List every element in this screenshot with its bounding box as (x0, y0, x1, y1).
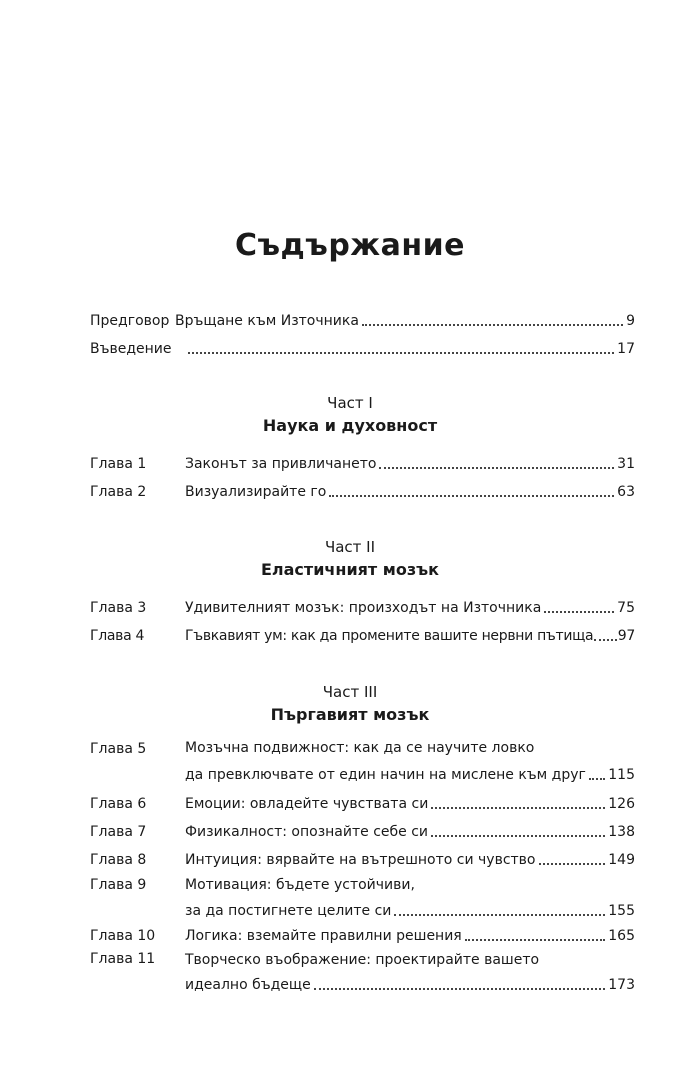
entry-page: 165 (608, 928, 635, 944)
entry-page: 63 (617, 484, 635, 500)
toc-entry-chapter (90, 847, 635, 869)
dot-leader (544, 611, 614, 613)
entry-page: 9 (626, 313, 635, 329)
entry-page: 149 (608, 852, 635, 868)
dot-leader (314, 988, 606, 990)
part-number: Част I (327, 394, 373, 412)
entry-label: Глава 11 (90, 951, 156, 967)
entry-label: Глава 3 (90, 600, 147, 616)
dot-leader (362, 324, 623, 326)
entry-title: Удивителният мозък: произходът на Източника (185, 600, 542, 616)
dot-leader (379, 467, 614, 469)
entry-title: Интуиция: вярвайте на вътрешното си чувство (185, 852, 536, 868)
entry-label: Глава 1 (90, 456, 147, 472)
dot-leader (394, 914, 605, 916)
entry-title: Емоции: овладейте чувствата си (185, 796, 429, 812)
entry-title-line1: Мозъчна подвижност: как да се научите ловко (185, 740, 535, 756)
toc-entry-chapter (90, 819, 635, 841)
entry-page: 155 (608, 903, 635, 919)
dot-leader (465, 939, 606, 941)
entry-title: за да постигнете целите си (185, 903, 392, 919)
toc-entry-introduction (90, 336, 635, 358)
entry-page: 126 (608, 796, 635, 812)
entry-title: Гъвкавият ум: как да промените вашите нервни пътища (185, 628, 594, 644)
entry-page: 173 (608, 977, 635, 993)
entry-title: да превключвате от един начин на мислене към друг (185, 767, 586, 783)
part-number: Част II (324, 538, 376, 556)
toc-entry-chapter (90, 451, 635, 473)
entry-label: Глава 2 (90, 484, 147, 500)
entry-label: Глава 10 (90, 928, 156, 944)
entry-title-line1: Творческо въображение: проектирайте вашето (185, 952, 540, 968)
entry-label: Глава 9 (90, 877, 147, 893)
toc-entry-preface (90, 308, 635, 330)
entry-page: 97 (617, 628, 635, 644)
part-title: Наука и духовност (262, 416, 438, 435)
part-title: Пъргавият мозък (270, 705, 430, 724)
entry-title: Физикалност: опознайте себе си (185, 824, 428, 840)
entry-label: Глава 4 (90, 628, 145, 644)
entry-title: идеално бъдеще (185, 977, 311, 993)
dot-leader (188, 352, 614, 354)
entry-label: Глава 8 (90, 852, 147, 868)
entry-label: Въведение (90, 341, 172, 357)
dot-leader (589, 778, 605, 780)
toc-entry-chapter (90, 623, 635, 645)
entry-page: 138 (608, 824, 635, 840)
entry-label: Глава 5 (90, 741, 147, 757)
entry-title: Връщане към Източника (175, 313, 359, 329)
toc-entry-chapter (90, 595, 635, 617)
entry-label: Предговор (90, 313, 170, 329)
dot-leader (431, 807, 605, 809)
entry-title-line1: Мотивация: бъдете устойчиви, (185, 877, 415, 893)
entry-title: Законът за привличането (185, 456, 377, 472)
toc-entry-chapter (90, 791, 635, 813)
dot-leader (539, 863, 606, 865)
entry-page: 17 (617, 341, 635, 357)
dot-leader (431, 835, 605, 837)
dot-leader (594, 639, 616, 641)
entry-label: Глава 6 (90, 796, 147, 812)
dot-leader (329, 495, 614, 497)
part-number: Част III (322, 683, 378, 701)
entry-page: 75 (617, 600, 635, 616)
entry-title: Визуализирайте го (185, 484, 327, 500)
page-title: Съдържание (235, 228, 465, 263)
part-title: Еластичният мозък (260, 560, 440, 579)
entry-title: Логика: вземайте правилни решения (185, 928, 462, 944)
entry-label: Глава 7 (90, 824, 147, 840)
entry-page: 31 (617, 456, 635, 472)
toc-entry-chapter (90, 479, 635, 501)
entry-page: 115 (608, 767, 635, 783)
toc-entry-chapter (90, 923, 635, 945)
